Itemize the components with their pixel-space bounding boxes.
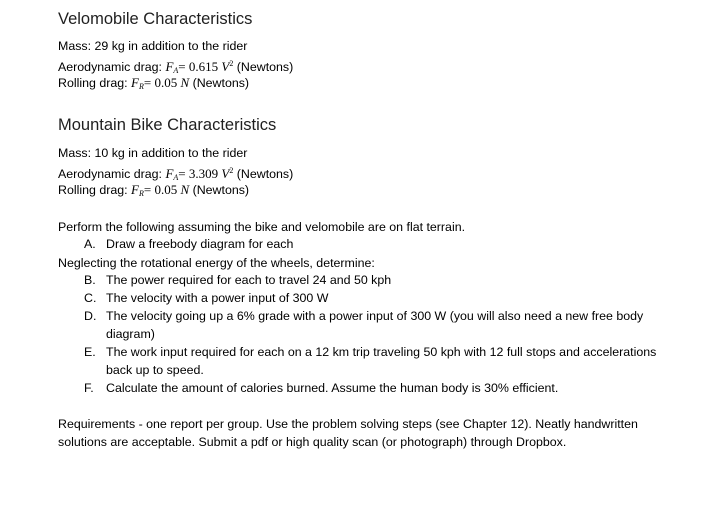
velomobile-roll-symbol: F <box>131 75 139 90</box>
velomobile-roll-unit: (Newtons) <box>192 76 250 90</box>
task-letter-b: B. <box>84 273 96 287</box>
task-letter-a: A. <box>84 237 96 251</box>
velomobile-aero-subscript: A <box>173 66 179 75</box>
velomobile-roll-var: N <box>180 75 190 90</box>
task-text-e: The work input required for each on a 12 km trip traveling 50 kph with 12 full stops and accelerations back up to speed. <box>106 345 657 377</box>
task-letter-f: F. <box>84 381 94 395</box>
task-item-e <box>84 344 684 379</box>
mountain-bike-aero-subscript: A <box>173 173 179 182</box>
velomobile-heading: Velomobile Characteristics <box>58 10 253 28</box>
mountain-bike-roll-label: Rolling drag: <box>58 183 128 197</box>
mountain-bike-mass: Mass: 10 kg in addition to the rider <box>58 146 248 160</box>
tasks-neglect-note: Neglecting the rotational energy of the wheels, determine: <box>58 256 375 270</box>
velomobile-aero-coefficient: = 0.615 <box>178 59 219 74</box>
mountain-bike-aero-var: V <box>221 166 230 181</box>
mountain-bike-aero-symbol: F <box>165 166 174 181</box>
velomobile-rolling-drag <box>58 75 249 95</box>
task-letter-d: D. <box>84 309 97 323</box>
task-text-d: The velocity going up a 6% grade with a power input of 300 W (you will also need a new free body diagram) <box>106 309 644 341</box>
mountain-bike-roll-formula <box>131 182 189 197</box>
task-item-c <box>84 290 684 308</box>
mountain-bike-roll-unit: (Newtons) <box>192 183 250 197</box>
task-item-d <box>84 308 684 343</box>
task-letter-e: E. <box>84 345 96 359</box>
velomobile-mass: Mass: 29 kg in addition to the rider <box>58 39 248 53</box>
velomobile-aero-label: Aerodynamic drag: <box>58 60 162 74</box>
velomobile-aero-var: V <box>221 59 230 74</box>
task-letter-c: C. <box>84 291 97 305</box>
task-item-a <box>84 236 684 254</box>
velomobile-aero-formula <box>165 59 233 74</box>
velomobile-roll-coefficient: = 0.05 <box>143 75 178 90</box>
task-text-a: Draw a freebody diagram for each <box>106 237 294 251</box>
requirements-paragraph: Requirements - one report per group. Use the problem solving steps (see Chapter 12). Neatly handwritten solutions are acceptable. Submit a pdf or high quality scan (or photograph) through Dropbox. <box>58 417 638 449</box>
task-text-f: Calculate the amount of calories burned. Assume the human body is 30% efficient. <box>106 381 559 395</box>
mountain-bike-rolling-drag <box>58 182 249 202</box>
mountain-bike-roll-var: N <box>180 182 190 197</box>
velomobile-roll-label: Rolling drag: <box>58 76 128 90</box>
task-item-f <box>84 380 684 398</box>
task-text-b: The power required for each to travel 24 and 50 kph <box>106 273 392 287</box>
mountain-bike-aero-unit: (Newtons) <box>236 167 294 181</box>
velomobile-aero-symbol: F <box>165 59 174 74</box>
mountain-bike-aero-exp: 2 <box>229 166 234 175</box>
mountain-bike-roll-subscript: R <box>138 189 144 198</box>
mountain-bike-aero-label: Aerodynamic drag: <box>58 167 162 181</box>
velomobile-roll-formula <box>131 75 189 90</box>
task-item-b <box>84 272 684 290</box>
mountain-bike-roll-symbol: F <box>131 182 139 197</box>
mountain-bike-aero-coefficient: = 3.309 <box>178 166 219 181</box>
velomobile-aero-exp: 2 <box>229 59 234 68</box>
tasks-intro: Perform the following assuming the bike and velomobile are on flat terrain. <box>58 220 466 234</box>
mountain-bike-heading: Mountain Bike Characteristics <box>58 116 277 134</box>
mountain-bike-aero-formula <box>165 166 233 181</box>
mountain-bike-roll-coefficient: = 0.05 <box>143 182 178 197</box>
velomobile-roll-subscript: R <box>138 82 144 91</box>
velomobile-aero-unit: (Newtons) <box>236 60 294 74</box>
task-text-c: The velocity with a power input of 300 W <box>106 291 329 305</box>
